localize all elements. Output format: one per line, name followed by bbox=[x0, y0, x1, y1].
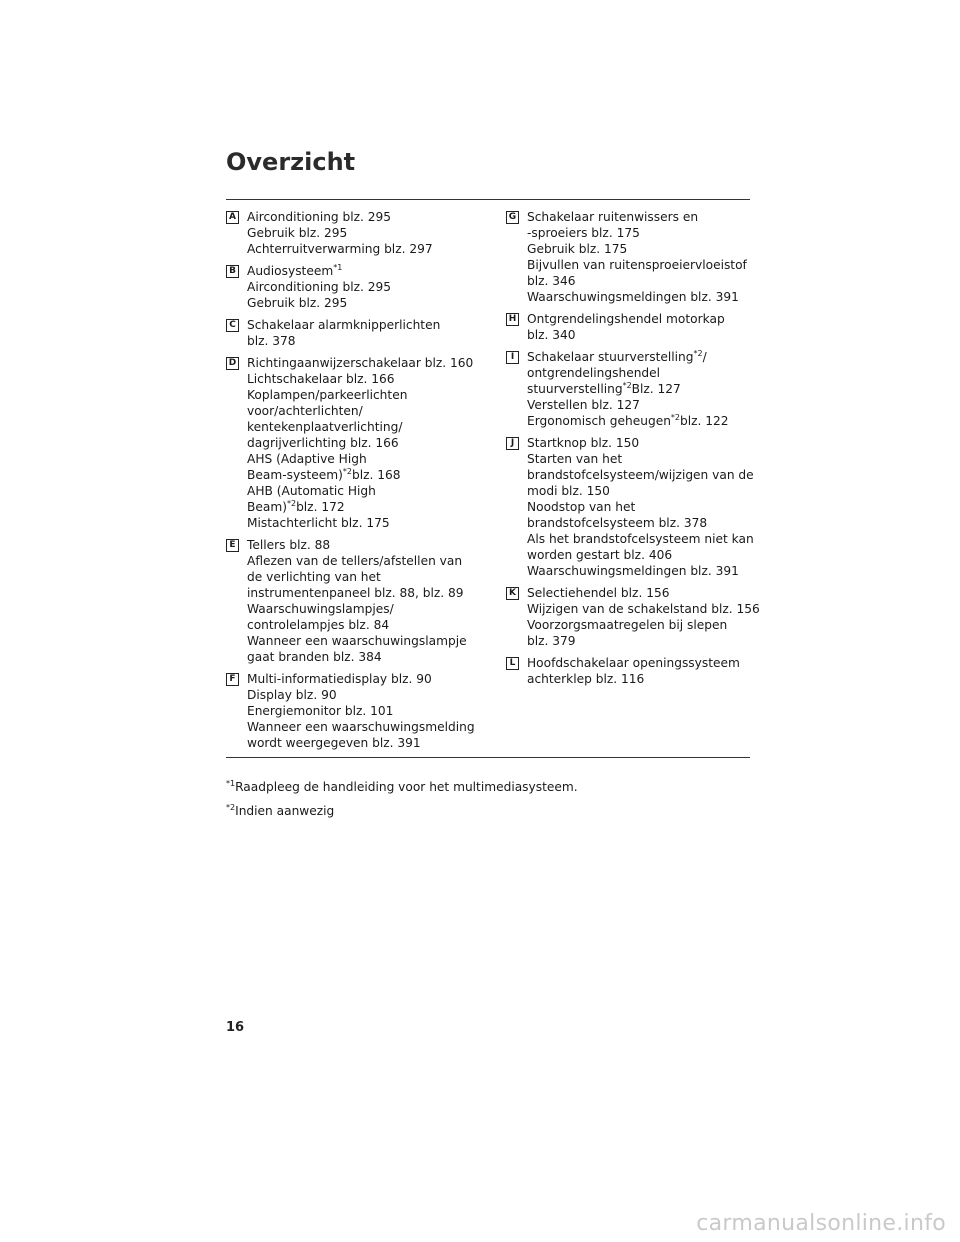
entry-letter-badge: C bbox=[226, 319, 239, 332]
entry-line: Ontgrendelingshendel motorkap bbox=[527, 312, 725, 326]
entry-line: brandstofcelsysteem/wijzigen van de bbox=[527, 468, 754, 482]
entry-letter-badge: J bbox=[506, 437, 519, 450]
entry-letter-badge: F bbox=[226, 673, 239, 686]
entry-line: Display blz. 90 bbox=[247, 688, 337, 702]
entry-line: Waarschuwingslampjes/ bbox=[247, 602, 394, 616]
entry-line: Energiemonitor blz. 101 bbox=[247, 704, 394, 718]
entry-letter-badge: K bbox=[506, 587, 519, 600]
footnote-1 bbox=[226, 779, 578, 795]
entry-line: de verlichting van het bbox=[247, 570, 381, 584]
entry-line: stuurverstelling$^{*2}$Blz. 127 bbox=[527, 380, 681, 396]
entry-line: Lichtschakelaar blz. 166 bbox=[247, 372, 395, 386]
entry-line: Mistachterlicht blz. 175 bbox=[247, 516, 390, 530]
entry-letter-badge: D bbox=[226, 357, 239, 370]
entry-line: Verstellen blz. 127 bbox=[527, 398, 640, 412]
entry-line: kentekenplaatverlichting/ bbox=[247, 420, 403, 434]
entry-line: Wanneer een waarschuwingsmelding bbox=[247, 720, 475, 734]
entry-letter-badge: E bbox=[226, 539, 239, 552]
entry-line: Audiosysteem$^{*1}$ bbox=[247, 262, 343, 278]
entry-line: Wijzigen van de schakelstand blz. 156 bbox=[527, 602, 760, 616]
top-divider bbox=[226, 199, 750, 200]
entry-line: blz. 346 bbox=[527, 274, 576, 288]
entry-line: Voorzorgsmaatregelen bij slepen bbox=[527, 618, 728, 632]
entry-line: wordt weergegeven blz. 391 bbox=[247, 736, 421, 750]
entry-line: Selectiehendel blz. 156 bbox=[527, 586, 670, 600]
entry-line: blz. 379 bbox=[527, 634, 576, 648]
entry-j bbox=[506, 435, 754, 579]
entry-e bbox=[226, 537, 474, 665]
entry-line: Beam)$^{*2}$blz. 172 bbox=[247, 498, 345, 514]
page-title: Overzicht bbox=[226, 148, 356, 176]
entry-letter-badge: I bbox=[506, 351, 519, 364]
entry-line: Gebruik blz. 295 bbox=[247, 296, 348, 310]
entry-line: Gebruik blz. 175 bbox=[527, 242, 628, 256]
entry-line: Waarschuwingsmeldingen blz. 391 bbox=[527, 290, 739, 304]
right-column bbox=[506, 209, 760, 693]
entry-a bbox=[226, 209, 474, 257]
entry-line: Achterruitverwarming blz. 297 bbox=[247, 242, 433, 256]
footnote-ref: *1 bbox=[333, 262, 343, 272]
entry-g bbox=[506, 209, 754, 305]
entry-line: Wanneer een waarschuwingslampje bbox=[247, 634, 467, 648]
entry-line: AHS (Adaptive High bbox=[247, 452, 367, 466]
entry-c bbox=[226, 317, 474, 349]
entry-line: Gebruik blz. 295 bbox=[247, 226, 348, 240]
entry-line: Startknop blz. 150 bbox=[527, 436, 640, 450]
page-number: 16 bbox=[226, 1020, 245, 1035]
footnote-ref: *2 bbox=[286, 498, 297, 508]
entry-line: Beam-systeem)$^{*2}$blz. 168 bbox=[247, 466, 401, 482]
bottom-divider bbox=[226, 757, 750, 758]
entry-line: controlelampjes blz. 84 bbox=[247, 618, 390, 632]
footnote-ref: *2 bbox=[693, 348, 703, 358]
entry-line: modi blz. 150 bbox=[527, 484, 610, 498]
footnote-ref: *2 bbox=[342, 466, 353, 476]
entry-line: -sproeiers blz. 175 bbox=[527, 226, 640, 240]
entry-line: dagrijverlichting blz. 166 bbox=[247, 436, 399, 450]
entry-line: blz. 340 bbox=[527, 328, 576, 342]
entry-line: Als het brandstofcelsysteem niet kan bbox=[527, 532, 754, 546]
entry-line: achterklep blz. 116 bbox=[527, 672, 645, 686]
footnote-text: Indien aanwezig bbox=[235, 804, 335, 818]
entry-line: Starten van het bbox=[527, 452, 623, 466]
entry-line: gaat branden blz. 384 bbox=[247, 650, 382, 664]
entry-line: Airconditioning blz. 295 bbox=[247, 280, 392, 294]
footnote-mark: *2 bbox=[226, 802, 236, 812]
entry-f bbox=[226, 671, 474, 751]
entry-l bbox=[506, 655, 754, 687]
entry-line: Koplampen/parkeerlichten bbox=[247, 388, 408, 402]
entry-letter-badge: B bbox=[226, 265, 239, 278]
entry-line: Tellers blz. 88 bbox=[247, 538, 331, 552]
entry-line: Richtingaanwijzerschakelaar blz. 160 bbox=[247, 356, 474, 370]
entry-letter-badge: A bbox=[226, 211, 239, 224]
entry-h bbox=[506, 311, 754, 343]
footnote-2 bbox=[226, 803, 334, 819]
left-column bbox=[226, 209, 474, 757]
entry-line: Airconditioning blz. 295 bbox=[247, 210, 392, 224]
entry-line: Multi-informatiedisplay blz. 90 bbox=[247, 672, 432, 686]
entry-line: Schakelaar ruitenwissers en bbox=[527, 210, 699, 224]
entry-line: Bijvullen van ruitensproeiervloeistof bbox=[527, 258, 747, 272]
entry-line: brandstofcelsysteem blz. 378 bbox=[527, 516, 708, 530]
entry-k bbox=[506, 585, 760, 649]
entry-line: Schakelaar stuurverstelling$^{*2}$/ bbox=[527, 348, 707, 364]
footnote-text: Raadpleeg de handleiding voor het multimediasysteem. bbox=[235, 780, 578, 794]
entry-letter-badge: L bbox=[506, 657, 519, 670]
footnote-ref: *2 bbox=[622, 380, 632, 390]
entry-line: AHB (Automatic High bbox=[247, 484, 376, 498]
entry-d bbox=[226, 355, 474, 531]
entry-i bbox=[506, 349, 754, 429]
entry-line: ontgrendelingshendel bbox=[527, 366, 661, 380]
entry-line: Ergonomisch geheugen$^{*2}$blz. 122 bbox=[527, 412, 729, 428]
entry-line: instrumentenpaneel blz. 88, blz. 89 bbox=[247, 586, 464, 600]
entry-line: Aflezen van de tellers/afstellen van bbox=[247, 554, 463, 568]
entry-line: Schakelaar alarmknipperlichten bbox=[247, 318, 441, 332]
entry-line: Hoofdschakelaar openingssysteem bbox=[527, 656, 740, 670]
entry-letter-badge: H bbox=[506, 313, 519, 326]
footnote-mark: *1 bbox=[226, 778, 236, 788]
entry-b bbox=[226, 263, 474, 311]
entry-line: worden gestart blz. 406 bbox=[527, 548, 673, 562]
entry-line: Noodstop van het bbox=[527, 500, 636, 514]
entry-letter-badge: G bbox=[506, 211, 519, 224]
footnote-ref: *2 bbox=[670, 412, 681, 422]
entry-line: blz. 378 bbox=[247, 334, 296, 348]
entry-line: voor/achterlichten/ bbox=[247, 404, 363, 418]
entry-line: Waarschuwingsmeldingen blz. 391 bbox=[527, 564, 739, 578]
watermark: carmanualsonline.info bbox=[696, 1211, 946, 1236]
